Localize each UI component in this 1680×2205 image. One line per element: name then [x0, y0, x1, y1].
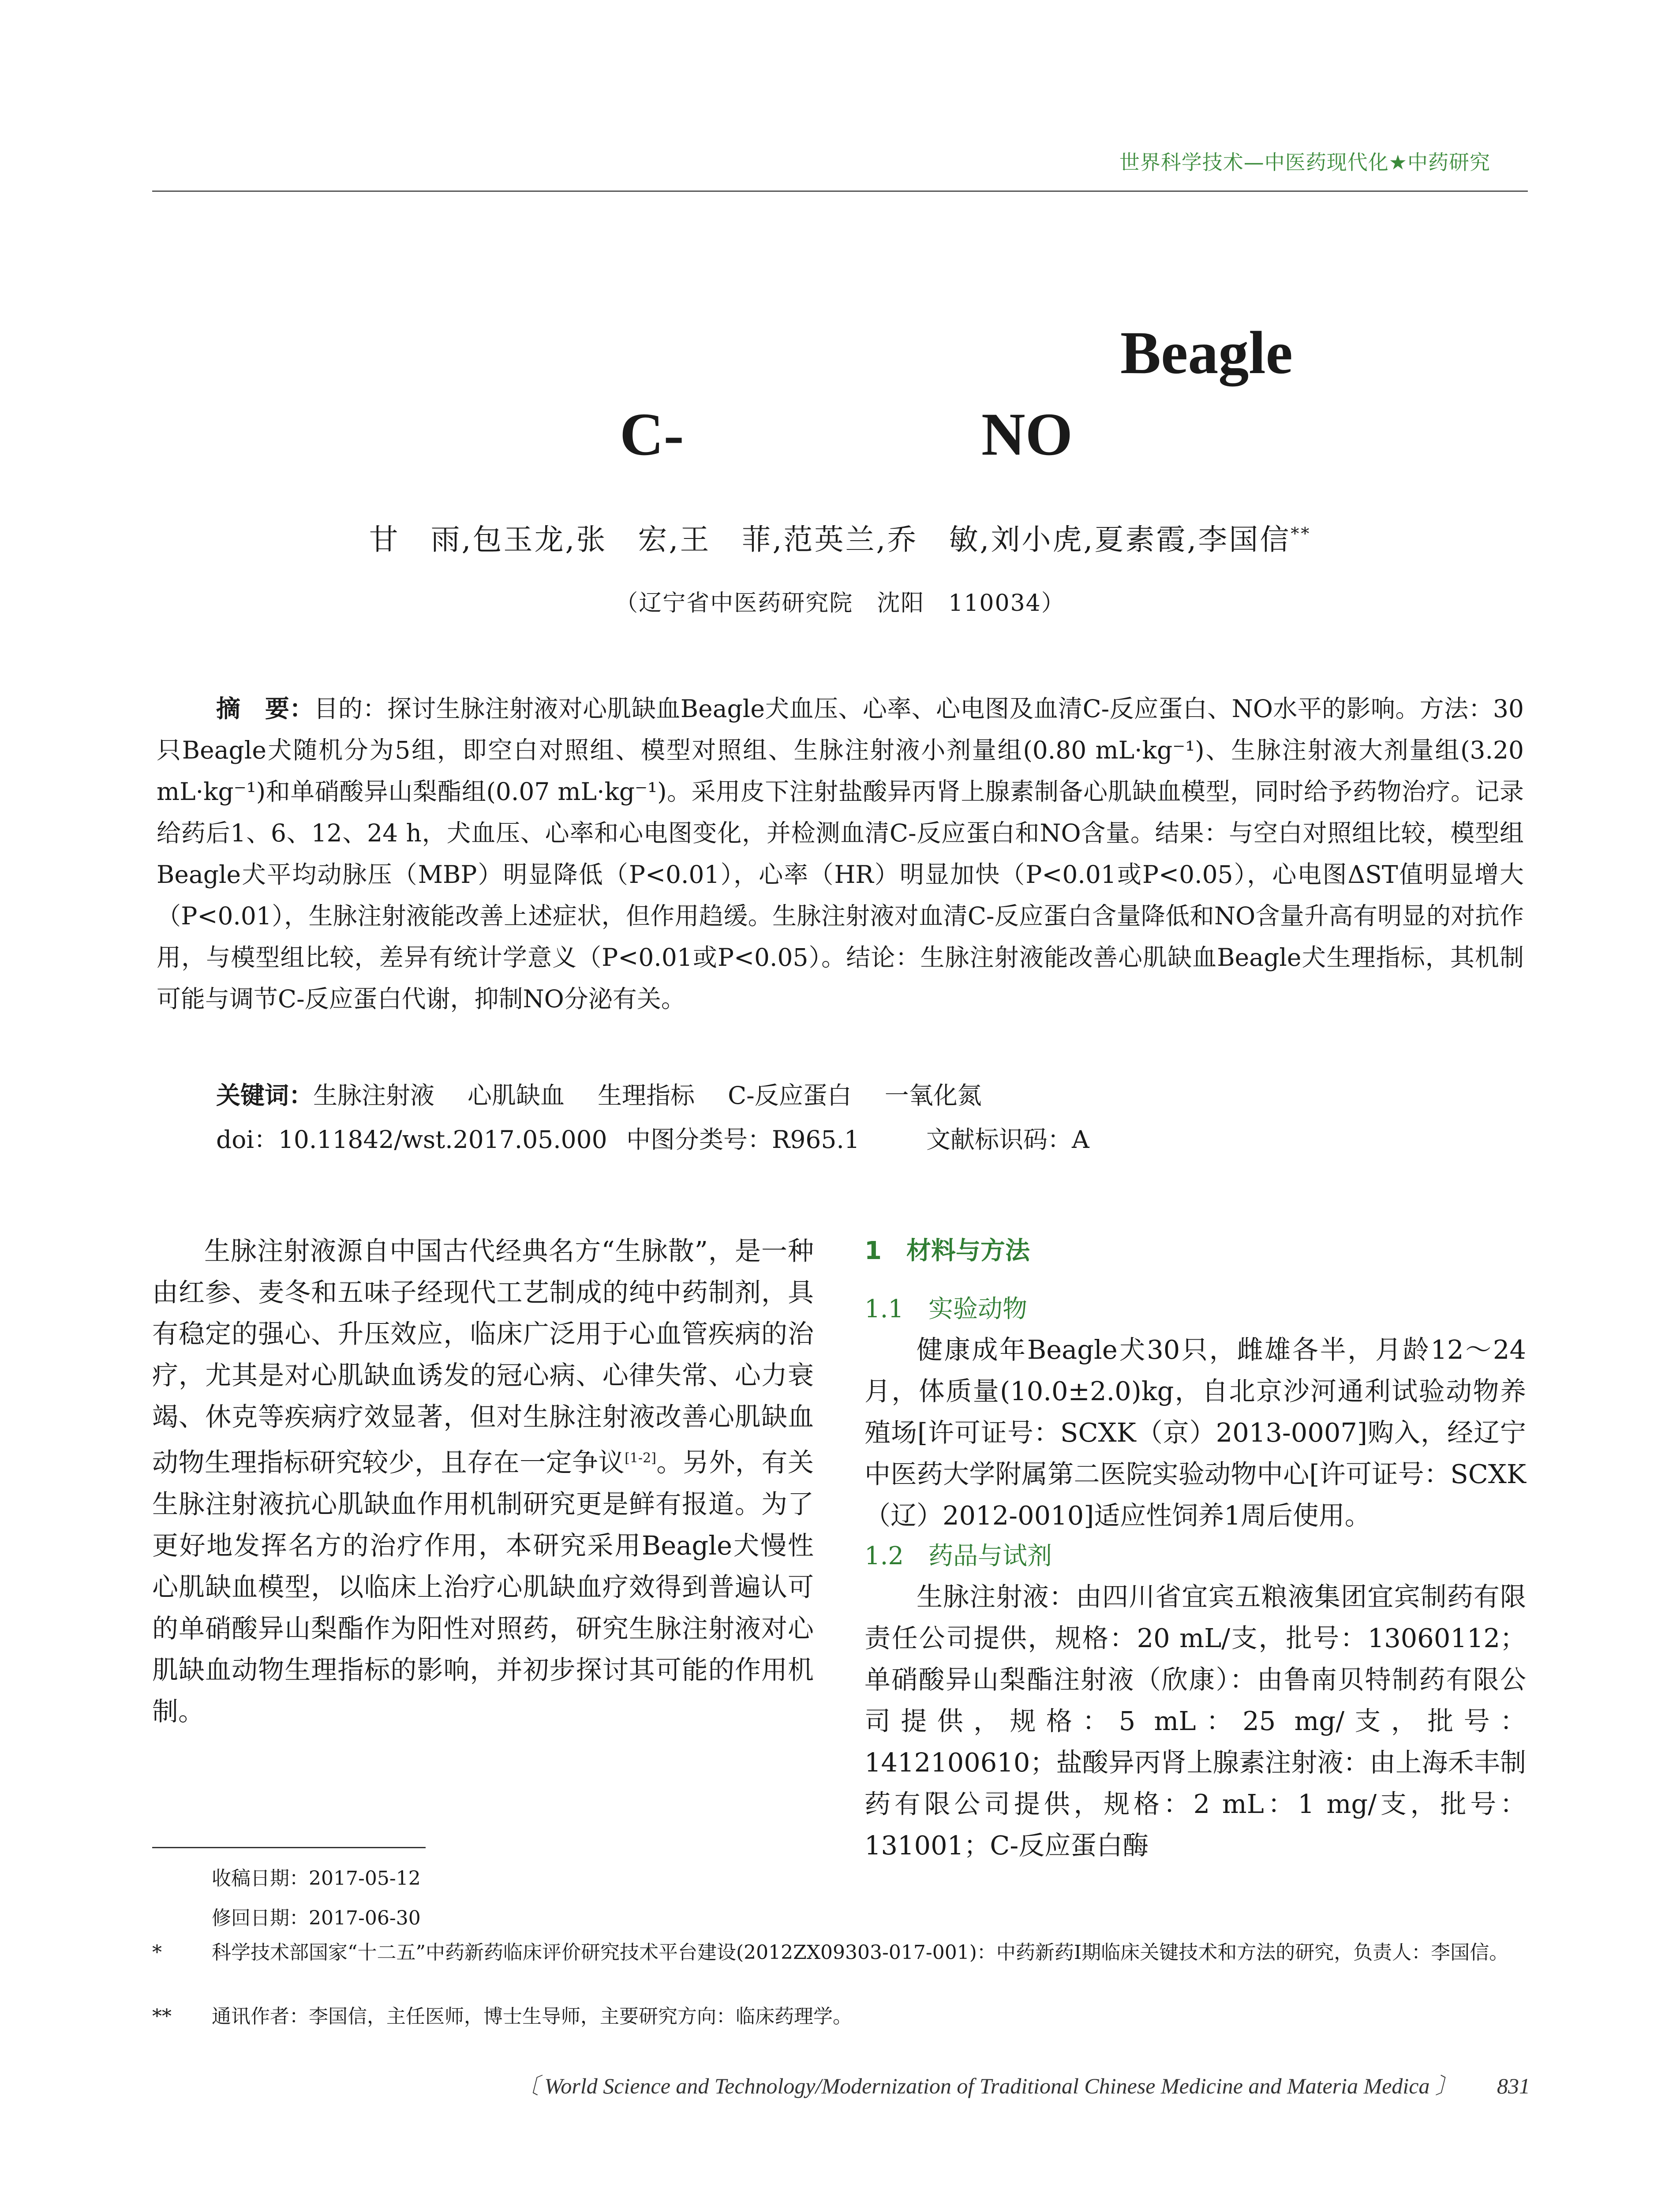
footnote-text: 通讯作者：李国信，主任医师，博士生导师，主要研究方向：临床药理学。 — [212, 2005, 852, 2028]
subsection-heading: 1.2 药品与试剂 — [864, 1542, 1052, 1570]
footer-journal: 〔 World Science and Technology/Modernization of Traditional Chinese Medicine and Materia Medica 〕 — [516, 2074, 1457, 2098]
footnote-mark: ** — [152, 2005, 172, 2028]
introduction — [152, 1230, 814, 1732]
keyword: C-反应蛋白 — [728, 1081, 852, 1110]
doi: doi：10.11842/wst.2017.05.000 — [216, 1125, 607, 1154]
revised-date: 修回日期：2017-06-30 — [212, 1907, 421, 1929]
subsection-text: 健康成年Beagle犬30只，雌雄各半，月龄12～24月，体质量(10.0±2.0)kg，自北京沙河通利试验动物养殖场[许可证号：SCXK（京）2013-0007]购入，经辽宁中医药大学附属第二医院实验动物中心[许可证号：SCXK（辽）2012-0010]适应性饲养1周后使用。 — [864, 1334, 1526, 1531]
page-number: 831 — [1497, 2074, 1530, 2098]
subsection-heading: 1.1 实验动物 — [864, 1295, 1028, 1323]
keywords-label: 关键词： — [216, 1081, 314, 1110]
keyword: 生脉注射液 — [313, 1081, 435, 1110]
title-line-2a: C- — [620, 400, 684, 468]
corresponding-footnote — [152, 2002, 1533, 2031]
title-line-2b: NO — [981, 400, 1073, 468]
keywords — [216, 1076, 1015, 1111]
abstract-text: 目的：探讨生脉注射液对心肌缺血Beagle犬血压、心率、心电图及血清C-反应蛋白、NO水平的影响。方法：30只Beagle犬随机分为5组，即空白对照组、模型对照组、生脉注射液小剂量组(0.80 mL·kg⁻¹)、生脉注射液大剂量组(3.20 mL·kg⁻¹)和单硝酸异山梨酯组(0.07 mL·kg⁻¹)。采用皮下注射盐酸异丙肾上腺素制备心肌缺血模型，同时给予药物治疗。记录给药后1、6、12、24 h，犬血压、心率和心电图变化，并检测血清C-反应蛋白和NO含量。结果：与空白对照组比较，模型组Beagle犬平均动脉压（MBP）明显降低（P<0.01），心率（HR）明显加快（P<0.01或P<0.05），心电图ΔST值明显增大（P<0.01），生脉注射液能改善上述症状，但作用趋缓。生脉注射液对血清C-反应蛋白含量降低和NO含量升高有明显的对抗作用，与模型组比较，差异有统计学意义（P<0.01或P<0.05）。结论：生脉注射液能改善心肌缺血Beagle犬生理指标，其机制可能与调节C-反应蛋白代谢，抑制NO分泌有关。 — [157, 695, 1524, 1013]
footnote-text: 科学技术部国家“十二五”中药新药临床评价研究技术平台建设(2012ZX09303-017-001)：中药新药Ⅰ期临床关键技术和方法的研究，负责人：李国信。 — [212, 1941, 1509, 1964]
keyword: 生理指标 — [598, 1081, 695, 1110]
materials-methods — [864, 1230, 1526, 1866]
received-date: 收稿日期：2017-05-12 — [212, 1867, 421, 1890]
authors — [0, 516, 1680, 558]
page-footer — [517, 2068, 1530, 2100]
footnote-rule — [152, 1847, 426, 1848]
keyword: 心肌缺血 — [468, 1081, 565, 1110]
author-list: 甘 雨,包玉龙,张 宏,王 菲,范英兰,乔 敏,刘小虎,夏素霞,李国信 — [369, 523, 1291, 557]
affiliation: （辽宁省中医药研究院 沈阳 110034） — [615, 590, 1065, 617]
section-heading: 1 材料与方法 — [864, 1237, 1030, 1265]
footnote-mark: * — [152, 1941, 162, 1964]
subsection-text: 生脉注射液：由四川省宜宾五粮液集团宜宾制药有限责任公司提供，规格：20 mL/支，批号：13060112；单硝酸异山梨酯注射液（欣康）：由鲁南贝特制药有限公司提供，规格：5 mL：25 mg/支，批号：1412100610；盐酸异丙肾上腺素注射液：由上海禾丰制药有限公司提供，规格：2 mL：1 mg/支，批号：131001；C-反应蛋白酶 — [864, 1581, 1526, 1861]
funding-footnote — [152, 1938, 1533, 1967]
journal-header: 世界科学技术—中医药现代化★中药研究 — [1119, 150, 1490, 174]
document-code: 文献标识码：A — [926, 1125, 1089, 1154]
corresponding-mark: ** — [1291, 524, 1311, 543]
article-meta — [216, 1120, 1089, 1155]
title-line-1: Beagle — [1120, 319, 1293, 386]
intro-text-2: 。另外，有关生脉注射液抗心肌缺血作用机制研究更是鲜有报道。为了更好地发挥名方的治疗作用，本研究采用Beagle犬慢性心肌缺血模型，以临床上治疗心肌缺血疗效得到普遍认可的单硝酸异山梨酯作为阳性对照药，研究生脉注射液对心肌缺血动物生理指标的影响，并初步探讨其可能的作用机制。 — [152, 1447, 814, 1727]
clc-number: 中图分类号：R965.1 — [626, 1125, 860, 1154]
abstract — [157, 688, 1524, 1020]
header-rule — [152, 191, 1528, 192]
intro-text: 生脉注射液源自中国古代经典名方“生脉散”，是一种由红参、麦冬和五味子经现代工艺制成的纯中药制剂，具有稳定的强心、升压效应，临床广泛用于心血管疾病的治疗，尤其是对心肌缺血诱发的冠心病、心律失常、心力衰竭、休克等疾病疗效显著，但对生脉注射液改善心肌缺血动物生理指标研究较少，且存在一定争议 — [152, 1236, 814, 1478]
citation: [1-2] — [625, 1450, 656, 1466]
keyword: 一氧化氮 — [884, 1081, 982, 1110]
footnote-dates — [212, 1859, 421, 1938]
abstract-label: 摘 要： — [216, 695, 314, 723]
